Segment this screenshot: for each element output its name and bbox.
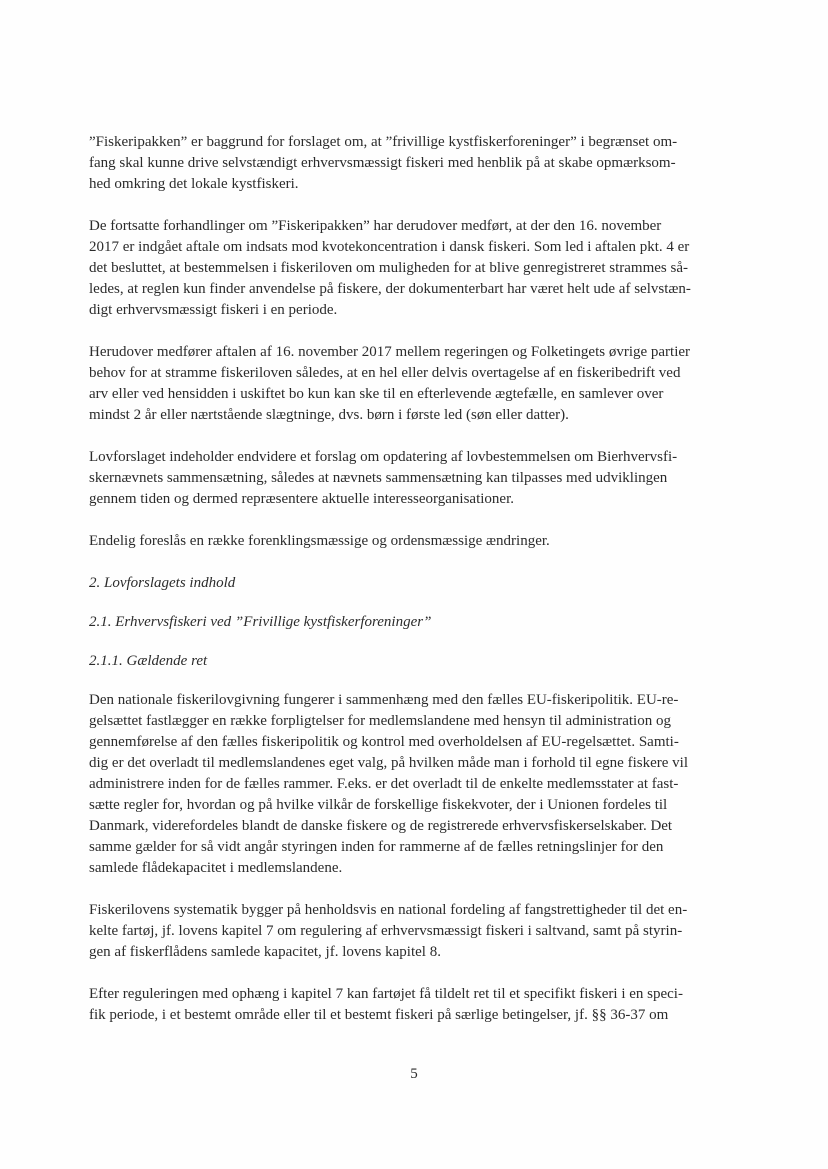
text-line: Herudover medfører aftalen af 16. november 2017 mellem regeringen og Folketingets øvrige partier xyxy=(89,344,691,360)
text-line: sætte regler for, hvordan og på hvilke vilkår de forskellige fiskekvoter, der i Unionen fordeles til xyxy=(89,797,668,813)
text-line: Efter reguleringen med ophæng i kapitel 7 kan fartøjet få tildelt ret til et specifikt fiskeri i en speci- xyxy=(89,986,683,1002)
text-line: digt erhvervsmæssigt fiskeri i en periode. xyxy=(89,302,338,318)
text-line: 2017 er indgået aftale om indsats mod kvotekoncentration i dansk fiskeri. Som led i aftalen pkt. 4 er xyxy=(89,239,690,255)
section-heading-2-1: 2.1. Erhvervsfiskeri ved ”Frivillige kystfiskerforeninger” xyxy=(89,614,432,630)
section-heading-2: 2. Lovforslagets indhold xyxy=(89,575,236,591)
text-line: fang skal kunne drive selvstændigt erhvervsmæssigt fiskeri med henblik på at skabe opmærksom- xyxy=(89,155,676,171)
text-line: skernævnets sammensætning, således at nævnets sammensætning kan tilpasses med udviklingen xyxy=(89,470,668,486)
paragraph-lovforslaget xyxy=(89,447,737,510)
paragraph-nationale-fiskerilovgivning xyxy=(89,690,737,879)
text-line: behov for at stramme fiskeriloven således, at en hel eller delvis overtagelse af en fiskeribedrift ved xyxy=(89,365,681,381)
text-line: gen af fiskerflådens samlede kapacitet, jf. lovens kapitel 8. xyxy=(89,944,441,960)
text-line: Danmark, viderefordeles blandt de danske fiskere og de registrerede erhvervsfiskerselskaber. Det xyxy=(89,818,673,834)
paragraph-endelig xyxy=(89,531,737,552)
text-line: hed omkring det lokale kystfiskeri. xyxy=(89,176,299,192)
text-line: De fortsatte forhandlinger om ”Fiskeripakken” har derudover medført, at der den 16. november xyxy=(89,218,662,234)
paragraph-herudover xyxy=(89,342,737,426)
text-line: arv eller ved hensidden i uskiftet bo kun kan ske til en efterlevende ægtefælle, en samlever over xyxy=(89,386,664,402)
section-heading-2-1-1: 2.1.1. Gældende ret xyxy=(89,653,208,669)
text-line: kelte fartøj, jf. lovens kapitel 7 om regulering af erhvervsmæssigt fiskeri i saltvand, samt på styrin- xyxy=(89,923,683,939)
text-line: ledes, at reglen kun finder anvendelse på fiskere, der dokumenterbart har været helt ude af selvstæn- xyxy=(89,281,691,297)
text-line: gennem tiden og dermed repræsentere aktuelle interesseorganisationer. xyxy=(89,491,514,507)
text-line: samme gælder for så vidt angår styringen inden for rammerne af de fælles retningslinjer for den xyxy=(89,839,664,855)
text-line: fik periode, i et bestemt område eller til et bestemt fiskeri på særlige betingelser, jf. §§ 36-37 om xyxy=(89,1007,669,1023)
text-line: ”Fiskeripakken” er baggrund for forslaget om, at ”frivillige kystfiskerforeninger” i begrænset om- xyxy=(89,134,678,150)
text-line: Lovforslaget indeholder endvidere et forslag om opdatering af lovbestemmelsen om Bierhvervsfi- xyxy=(89,449,678,465)
text-line: Endelig foreslås en række forenklingsmæssige og ordensmæssige ændringer. xyxy=(89,533,550,549)
paragraph-fiskeripakken-intro xyxy=(89,132,737,195)
page-number: 5 xyxy=(410,1066,418,1082)
paragraph-reguleringen xyxy=(89,984,737,1026)
text-line: gelsættet fastlægger en række forpligtelser for medlemslandene med hensyn til administration og xyxy=(89,713,671,729)
text-line: Den nationale fiskerilovgivning fungerer i sammenhæng med den fælles EU-fiskeripolitik. EU-re- xyxy=(89,692,679,708)
paragraph-forhandlinger xyxy=(89,216,737,321)
document-body xyxy=(89,132,737,1047)
text-line: administrere inden for de fælles rammer. F.eks. er det overladt til de enkelte medlemsstater at fast- xyxy=(89,776,679,792)
text-line: dig er det overladt til medlemslandenes eget valg, på hvilken måde man i forhold til egne fiskere vil xyxy=(89,755,688,771)
text-line: det besluttet, at bestemmelsen i fiskeriloven om muligheden for at blive genregistreret strammes så- xyxy=(89,260,688,276)
paragraph-systematik xyxy=(89,900,737,963)
text-line: samlede flådekapacitet i medlemslandene. xyxy=(89,860,343,876)
text-line: mindst 2 år eller nærtstående slægtninge, dvs. børn i første led (søn eller datter). xyxy=(89,407,569,423)
text-line: gennemførelse af den fælles fiskeripolitik og kontrol med overholdelsen af EU-regelsættet. Samti- xyxy=(89,734,679,750)
text-line: Fiskerilovens systematik bygger på henholdsvis en national fordeling af fangstrettigheder til det en- xyxy=(89,902,688,918)
